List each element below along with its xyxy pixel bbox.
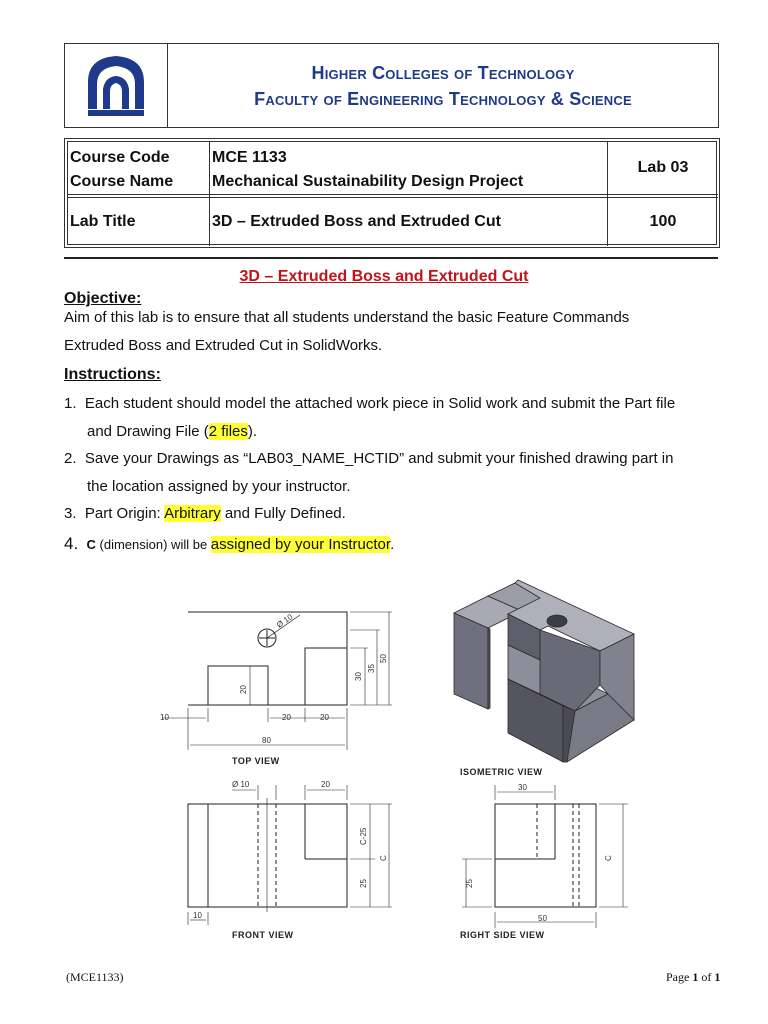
- instruction-item-1: [64, 390, 724, 446]
- dim-50: 50: [379, 654, 388, 663]
- hct-logo-icon: [65, 44, 167, 127]
- list-number: 4.: [64, 534, 79, 553]
- lab-number: Lab 03: [637, 159, 689, 176]
- page-current: 1: [692, 970, 699, 984]
- instruction-text: ).: [247, 423, 258, 440]
- dim-c-right: C: [604, 855, 613, 861]
- top-view-outline: [188, 612, 347, 705]
- instruction-item-3: [64, 500, 724, 528]
- dim-20-vertical: 20: [239, 685, 248, 694]
- institution-title: [168, 44, 718, 127]
- dim-20-right: 20: [320, 713, 329, 722]
- dim-c-25: C-25: [359, 827, 368, 845]
- dim-35: 35: [367, 664, 376, 673]
- objective-text: [64, 304, 724, 360]
- instruction-text: .: [390, 536, 395, 553]
- document-title: 3D – Extruded Boss and Extruded Cut: [239, 268, 529, 285]
- instruction-text: the location assigned by your instructor.: [87, 478, 351, 495]
- list-number: 3.: [64, 505, 77, 522]
- highlight: 2 files: [208, 423, 248, 440]
- course-code-value: MCE 1133: [212, 149, 287, 166]
- right-view-outline: [495, 804, 596, 907]
- dim-30-right: 30: [518, 783, 527, 792]
- dim-30: 30: [354, 672, 363, 681]
- dim-25-right: 25: [465, 879, 474, 888]
- course-name-label: Course Name: [70, 173, 174, 190]
- instruction-item-4: [64, 530, 724, 559]
- instructions-heading: Instructions:: [64, 366, 161, 383]
- lab-marks: 100: [649, 213, 677, 230]
- lab-title-label: Lab Title: [70, 213, 136, 230]
- objective-heading: Objective:: [64, 290, 142, 307]
- instruction-text: and Drawing File (: [87, 423, 209, 440]
- dim-25-front: 25: [359, 879, 368, 888]
- list-number: 2.: [64, 450, 77, 467]
- objective-line-2: Extruded Boss and Extruded Cut in SolidWorks.: [64, 337, 383, 354]
- document-header: [64, 43, 719, 128]
- header-line-2: Faculty of Engineering Technology & Science: [254, 88, 632, 109]
- instruction-text: Each student should model the attached work piece in Solid work and submit the Part file: [84, 395, 676, 412]
- course-info-table: [64, 138, 720, 248]
- instruction-text: (dimension) will be: [95, 537, 211, 552]
- right-view-label: RIGHT SIDE VIEW: [460, 930, 545, 940]
- divider: [64, 257, 718, 259]
- page-number: [666, 970, 720, 985]
- dim-c-front: C: [379, 855, 388, 861]
- front-view-label: FRONT VIEW: [232, 930, 294, 940]
- dim-20-front: 20: [321, 780, 330, 789]
- page-mid: of: [698, 970, 715, 984]
- logo-cell: [65, 44, 168, 127]
- footer-course: (MCE1133): [66, 970, 124, 984]
- dim-50-right: 50: [538, 914, 547, 923]
- top-view-label: TOP VIEW: [232, 756, 280, 766]
- instruction-text: and Fully Defined.: [220, 505, 346, 522]
- instruction-text: Save your Drawings as “LAB03_NAME_HCTID” and submit your finished drawing part in: [84, 450, 674, 467]
- objective-line-1: Aim of this lab is to ensure that all students understand the basic Feature Commands: [64, 309, 630, 326]
- iso-view-label: ISOMETRIC VIEW: [460, 767, 543, 777]
- lab-title-value: 3D – Extruded Boss and Extruded Cut: [212, 213, 501, 230]
- isometric-model: [454, 580, 634, 762]
- dim-10-top: 10: [160, 713, 169, 722]
- dim-hole-top: Ø 10: [274, 612, 295, 630]
- dim-hole-front: Ø 10: [232, 780, 250, 789]
- front-view-outline: [188, 804, 347, 907]
- dim-10-front: 10: [193, 911, 202, 920]
- dimension-letter: C: [86, 537, 96, 552]
- header-line-1: Higher Colleges of Technology: [311, 62, 575, 83]
- instruction-text: Part Origin:: [84, 505, 165, 522]
- instruction-item-2: [64, 445, 724, 501]
- dim-20-mid: 20: [282, 713, 291, 722]
- technical-drawing: [150, 572, 650, 950]
- page-prefix: Page: [666, 970, 693, 984]
- highlight: assigned by your Instructor: [210, 536, 391, 553]
- course-name-value: Mechanical Sustainability Design Project: [212, 173, 524, 190]
- course-code-label: Course Code: [70, 149, 170, 166]
- highlight: Arbitrary: [164, 505, 221, 522]
- list-number: 1.: [64, 395, 77, 412]
- dim-80: 80: [262, 736, 271, 745]
- page-total: 1: [714, 970, 721, 984]
